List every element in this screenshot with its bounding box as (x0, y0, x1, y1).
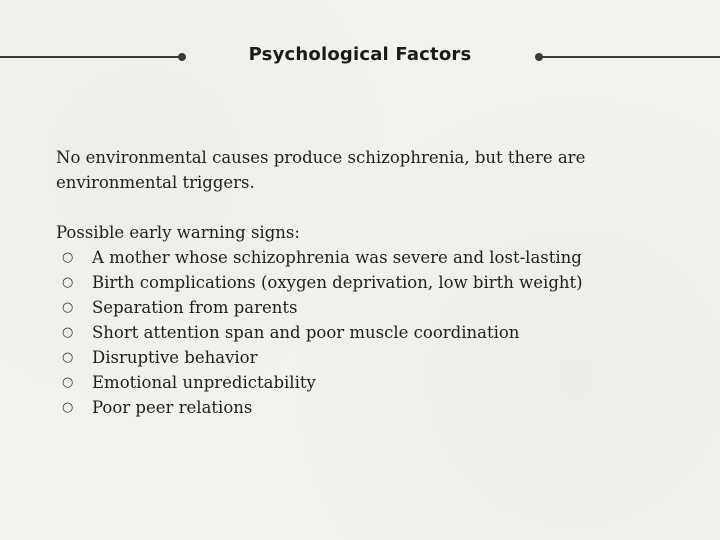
slide-body (56, 145, 656, 420)
list-heading: Possible early warning signs: (56, 223, 300, 242)
title-rule-left (0, 56, 181, 58)
list-item (56, 270, 656, 295)
list-item (56, 395, 656, 420)
list-item-text: Birth complications (oxygen deprivation, low birth weight) (92, 273, 583, 292)
list-item-text: A mother whose schizophrenia was severe and lost-lasting (92, 248, 582, 267)
slide-title: Psychological Factors (248, 44, 472, 65)
list-item (56, 370, 656, 395)
list-item-text: Separation from parents (92, 298, 298, 317)
bullet-circle-icon: ○ (62, 325, 74, 340)
bullet-circle-icon: ○ (62, 400, 74, 415)
list-item-text: Disruptive behavior (92, 348, 258, 367)
bullet-circle-icon: ○ (62, 300, 74, 315)
title-rule-right (539, 56, 720, 58)
bullet-circle-icon: ○ (62, 275, 74, 290)
list-item (56, 320, 656, 345)
list-item (56, 245, 656, 270)
warning-signs-list (56, 245, 656, 420)
list-item (56, 295, 656, 320)
list-item (56, 345, 656, 370)
bullet-circle-icon: ○ (62, 250, 74, 265)
title-rule-left-dot (178, 53, 186, 61)
list-item-text: Poor peer relations (92, 398, 253, 417)
intro-paragraph: No environmental causes produce schizophrenia, but there are environmental triggers. (56, 148, 586, 192)
list-item-text: Short attention span and poor muscle coordination (92, 323, 520, 342)
list-item-text: Emotional unpredictability (92, 373, 316, 392)
bullet-circle-icon: ○ (62, 375, 74, 390)
bullet-circle-icon: ○ (62, 350, 74, 365)
